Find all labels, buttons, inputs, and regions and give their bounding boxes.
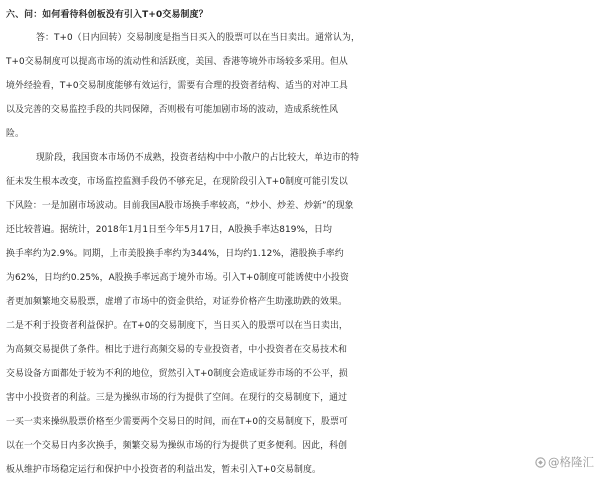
text-line: T+0交易制度可以提高市场的流动性和活跃度，美国、香港等境外市场较多采用。但从 — [6, 57, 348, 67]
text-line: 一买一卖来操纵股票价格至少需要两个交易日的时间，而在T+0的交易制度下，股票可 — [6, 417, 348, 427]
question-heading: 六、问：如何看待科创板没有引入T+0交易制度？ — [6, 10, 208, 20]
text-line: 交易设备方面都处于较为不利的地位，贸然引入T+0制度会造成证券市场的不公平，损 — [6, 369, 348, 379]
text-line: 答：T+0（日内回转）交易制度是指当日买入的股票可以在当日卖出。通常认为， — [36, 33, 360, 43]
text-line: 为62%，日均约0.25%，A股换手率远高于境外市场。引入T+0制度可能诱使中小投资 — [6, 273, 349, 283]
text-line: 以及完善的交易监控手段的共同保障，否则极有可能加剧市场的波动，造成系统性风 — [6, 105, 339, 115]
document-body — [6, 4, 596, 482]
glh-logo-icon — [535, 457, 546, 468]
answer-text — [6, 26, 596, 482]
text-line: 征未发生根本改变，市场监控监测手段仍不够充足，在现阶段引入T+0制度可能引发以 — [6, 177, 348, 187]
text-line: 为高频交易提供了条件。相比于进行高频交易的专业投资者，中小投资者在交易技术和 — [6, 345, 348, 355]
watermark-text: @格隆汇 — [548, 455, 594, 469]
text-line: 换手率约为2.9%。同期，上市美股换手率约为344%，日均约1.12%，港股换手率约 — [6, 249, 344, 259]
text-line: 者更加频繁地交易股票，虚增了市场中的资金供给，对证券价格产生助涨助跌的效果。 — [6, 297, 348, 307]
text-line: 还比较普遍。据统计，2018年1月1日至今年5月17日，A股换手率达819%，日均 — [6, 225, 332, 235]
text-line: 现阶段，我国资本市场仍不成熟，投资者结构中中小散户的占比较大，单边市的特 — [36, 153, 360, 163]
text-line: 境外经验看，T+0交易制度能够有效运行，需要有合理的投资者结构、适当的对冲工具 — [6, 81, 348, 91]
text-line: 险。 — [6, 129, 24, 139]
watermark — [535, 454, 594, 470]
text-line: 害中小投资者的利益。三是为操纵市场的行为提供了空间。在现行的交易制度下，通过 — [6, 393, 348, 403]
text-line: 下风险：一是加剧市场波动。目前我国A股市场换手率较高，“炒小、炒差、炒新”的现象 — [6, 201, 354, 211]
text-line: 以在一个交易日内多次换手，频繁交易为操纵市场的行为提供了更多便利。因此，科创 — [6, 441, 348, 451]
text-line: 二是不利于投资者利益保护。在T+0的交易制度下，当日买入的股票可以在当日卖出， — [6, 321, 348, 331]
text-line: 板从维护市场稳定运行和保护中小投资者的利益出发，暂未引入T+0交易制度。 — [6, 465, 321, 475]
